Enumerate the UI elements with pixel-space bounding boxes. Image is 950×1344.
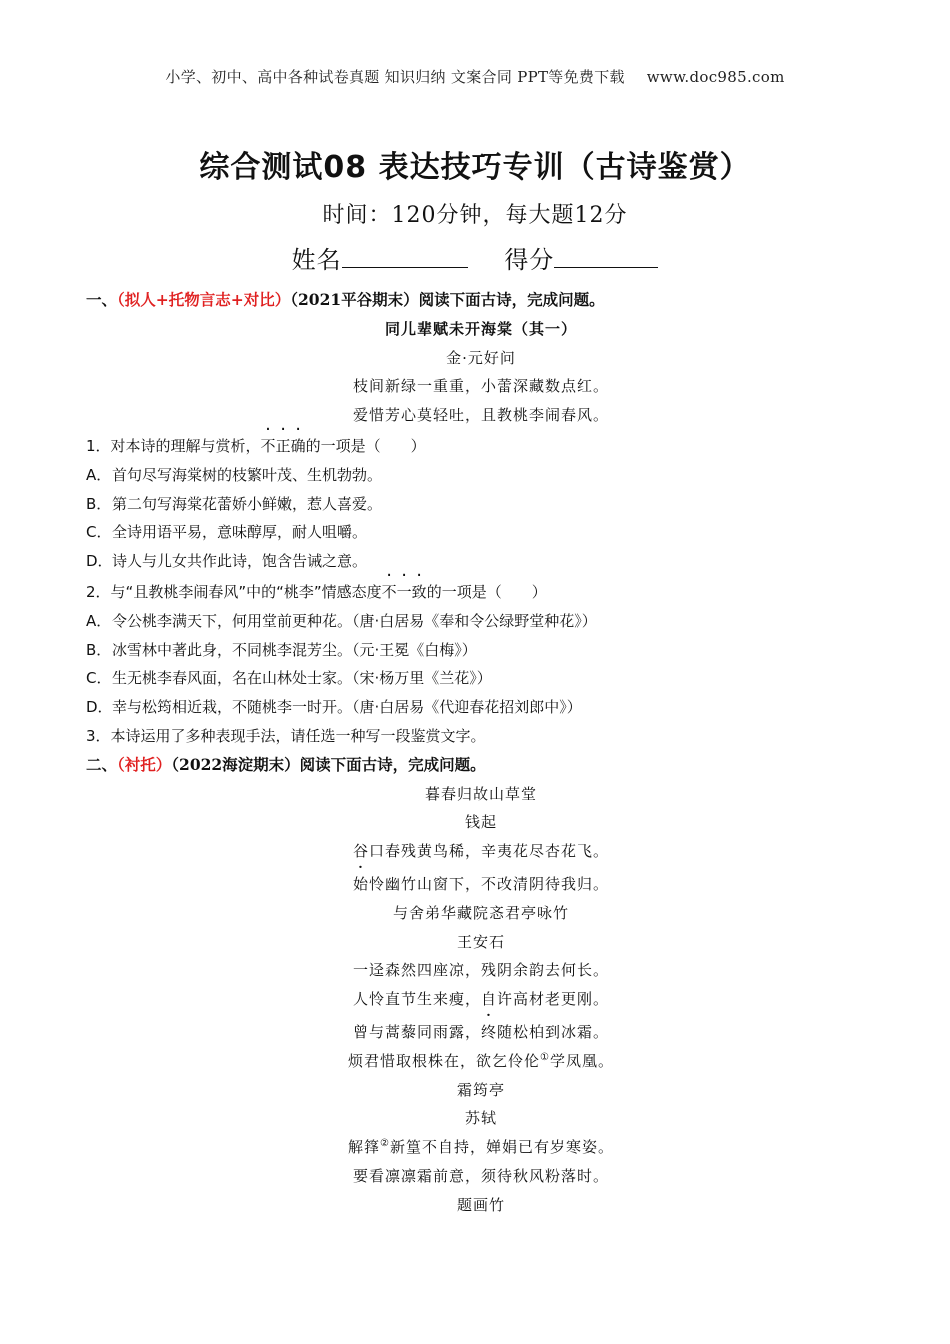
- question-2-tail: 的一项是（ ）: [426, 582, 547, 601]
- poem-line: 一迳森然四座凉，残阴余韵去何长。: [352, 961, 609, 980]
- poem-line: 爱惜芳心莫轻吐，且教桃李闹春风。: [352, 406, 609, 425]
- section2-instruction: （2022海淀期末）阅读下面古诗，完成问题。: [171, 754, 486, 774]
- option-text: 诗人与儿女共作此诗，饱含告诫之意。: [112, 552, 368, 571]
- option-label: C．: [86, 523, 112, 542]
- poem-line: 枝间新绿一重重，小蕾深藏数点红。: [352, 377, 609, 396]
- option-text: 幸与松筠相近栽，不随桃李一时开。（唐·白居易《代迎春花招刘郎中》）: [112, 698, 582, 717]
- emphasis-char: 不: [260, 436, 276, 455]
- emphasis-char: 确: [290, 436, 306, 455]
- poem-author: 王安石: [456, 932, 505, 951]
- poem-line: [86, 870, 876, 899]
- q2-option-d[interactable]: [86, 693, 876, 722]
- poem-line: 人怜直节生来瘦，自许高材老更刚。: [352, 990, 609, 1009]
- poem-line: 谷口春残黄鸟稀，辛夷花尽杏花飞。: [352, 842, 609, 861]
- poem-line-text: 解箨: [348, 1138, 381, 1157]
- option-label: B．: [86, 640, 112, 659]
- q2-option-b[interactable]: [86, 636, 876, 665]
- option-label: A．: [86, 465, 112, 484]
- footnote-marker[interactable]: ②: [380, 1138, 390, 1150]
- poem-line: [86, 1018, 876, 1047]
- poem-line: 要看凛凛霜前意，须待秋风粉落时。: [352, 1166, 609, 1185]
- poem-line-text: 怜幽竹山窗下，不改清阴待我归。: [369, 874, 610, 893]
- emphasis-char: 终: [480, 1022, 497, 1041]
- section1-tag: （拟人+托物言志+对比）: [117, 290, 291, 309]
- question-3: 3．本诗运用了多种表现手法，请任选一种写一段鉴赏文字。: [86, 726, 486, 745]
- q1-option-d[interactable]: [86, 547, 876, 576]
- footnote-marker[interactable]: ①: [540, 1051, 550, 1063]
- section2-heading: [86, 751, 876, 780]
- q1-option-a[interactable]: [86, 461, 876, 490]
- poem-author: 苏轼: [464, 1109, 497, 1128]
- poem-line-text: 新篁不自持，婵娟已有岁寒姿。: [389, 1138, 614, 1157]
- poem-line: [86, 1133, 876, 1162]
- poem-author: 金·元好问: [446, 348, 516, 367]
- page-title: 综合测试08 表达技巧专训（古诗鉴赏）: [199, 150, 751, 185]
- name-blank[interactable]: [342, 245, 468, 268]
- page-subtitle: 时间：120分钟，每大题12分: [322, 203, 628, 228]
- emphasis-char: 正: [275, 436, 291, 455]
- score-blank[interactable]: [554, 245, 658, 268]
- poem-title: 与舍弟华藏院忞君亭咏竹: [392, 903, 569, 922]
- score-label: 得分: [504, 246, 555, 274]
- header-site-link[interactable]: www.doc985.com: [646, 68, 785, 86]
- question-1-tail: 的一项是（ ）: [305, 436, 426, 455]
- poem-title: 同儿辈赋未开海棠（其一）: [384, 319, 577, 338]
- section1-instruction: （2021平谷期末）阅读下面古诗，完成问题。: [290, 290, 605, 309]
- section1-number: 一、: [86, 290, 118, 309]
- emphasis-char: 一: [396, 582, 412, 601]
- option-text: 全诗用语平易，意味醇厚，耐人咀嚼。: [112, 523, 368, 542]
- option-label: A．: [86, 611, 112, 630]
- option-label: C．: [86, 669, 112, 688]
- exam-content: [86, 286, 876, 1220]
- poem-line-text: 烦君惜取根株在，欲乞伶伦: [348, 1051, 541, 1070]
- option-text: 令公桃李满天下，何用堂前更种花。（唐·白居易《奉和令公绿野堂种花》）: [112, 611, 597, 630]
- poem-line-text: 学凤凰。: [549, 1051, 614, 1070]
- poem-line-text: 曾与蒿藜同雨露，: [352, 1022, 481, 1041]
- question-2-text: 2．与“且教桃李闹春风”中的“桃李”情感态度: [86, 582, 382, 601]
- question-1: [86, 432, 876, 461]
- question-2: [86, 578, 876, 607]
- question-1-text: 1．对本诗的理解与赏析，: [86, 436, 261, 455]
- poem-author: 钱起: [464, 813, 497, 832]
- option-text: 首句尽写海棠树的枝繁叶茂、生机勃勃。: [112, 465, 383, 484]
- page-header: [0, 66, 950, 87]
- option-text: 生无桃李春风面，名在山林处士家。（宋·杨万里《兰花》）: [112, 669, 492, 688]
- option-label: D．: [86, 552, 113, 571]
- option-text: 第二句写海棠花蕾娇小鲜嫩，惹人喜爱。: [112, 494, 383, 513]
- poem-line: [86, 1047, 876, 1076]
- option-label: D．: [86, 698, 113, 717]
- emphasis-char: 不: [381, 582, 397, 601]
- header-text: 小学、初中、高中各种试卷真题 知识归纳 文案合同 PPT等免费下载: [165, 68, 625, 86]
- poem-title: 暮春归故山草堂: [424, 784, 537, 803]
- section2-number: 二、: [86, 754, 118, 774]
- poem-title: 题画竹: [456, 1195, 505, 1214]
- poem-title: 霜筠亭: [456, 1080, 505, 1099]
- option-label: B．: [86, 494, 112, 513]
- section1-heading: [86, 286, 876, 315]
- q2-option-a[interactable]: [86, 607, 876, 636]
- q2-option-c[interactable]: [86, 664, 876, 693]
- emphasis-char: 致: [411, 582, 427, 601]
- name-score-line: [0, 240, 950, 275]
- q1-option-c[interactable]: [86, 518, 876, 547]
- name-label: 姓名: [291, 246, 342, 274]
- q1-option-b[interactable]: [86, 490, 876, 519]
- section2-tag: （衬托）: [117, 754, 172, 774]
- option-text: 冰雪林中著此身，不同桃李混芳尘。（元·王冕《白梅》）: [112, 640, 477, 659]
- poem-line-text: 随松柏到冰霜。: [497, 1022, 610, 1041]
- emphasis-char: 始: [352, 874, 369, 893]
